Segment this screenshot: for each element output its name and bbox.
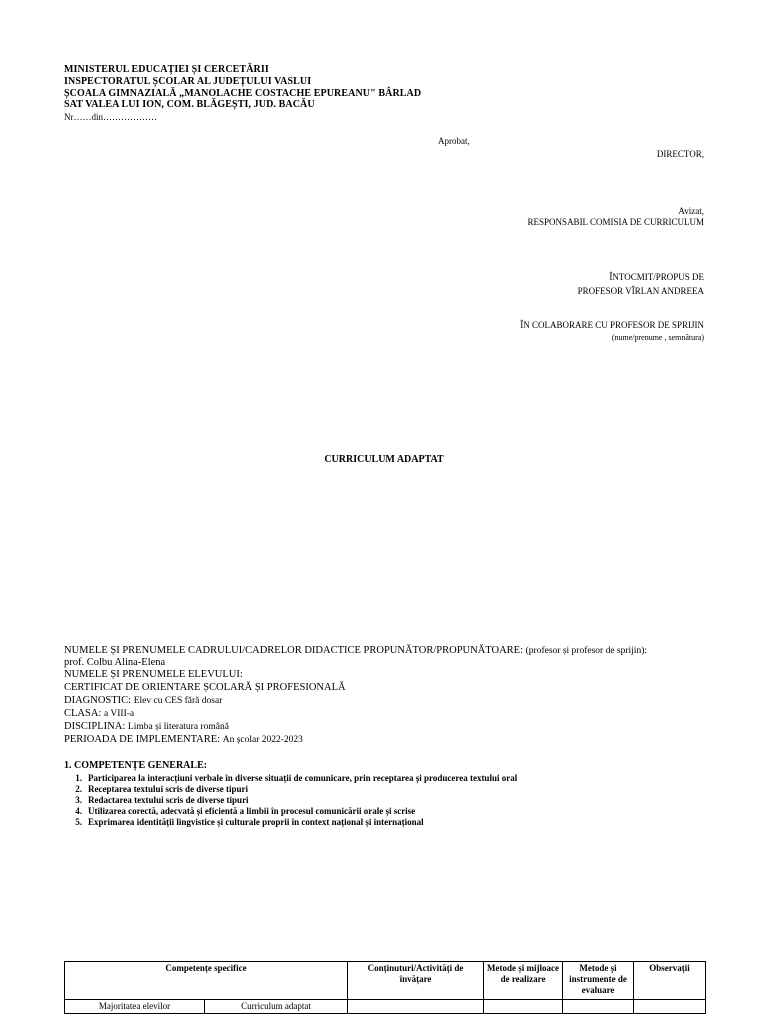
drafted-by-label: ÎNTOCMIT/PROPUS DE bbox=[609, 272, 704, 282]
period-value: An școlar 2022-2023 bbox=[222, 735, 303, 745]
competence-item: 4. Utilizarea corectă, adecvată și eficientă a limbii în procesul comunicării orale și scrise bbox=[75, 806, 416, 816]
diagnostic-value: Elev cu CES fără dosar bbox=[133, 696, 223, 706]
class-line bbox=[64, 708, 134, 720]
endorsed-label: Avizat, bbox=[678, 206, 704, 216]
certificate-label: CERTIFICAT DE ORIENTARE ȘCOLARĂ ȘI PROFESIONALĂ bbox=[64, 682, 346, 693]
director-label: DIRECTOR, bbox=[656, 149, 704, 159]
teachers-note: (profesor și profesor de sprijin): bbox=[525, 646, 647, 656]
subheader-adapted: Curriculum adaptat bbox=[205, 1000, 348, 1014]
subject-label: DISCIPLINA: bbox=[64, 721, 126, 732]
address-line: SAT VALEA LUI ION, COM. BLĂGEȘTI, JUD. BACĂU bbox=[64, 99, 315, 110]
empty-cell bbox=[484, 1000, 563, 1014]
header-methods-realization: Metode și mijloace de realizare bbox=[484, 962, 563, 1000]
signature-note: (nume/prenume , semnătura) bbox=[611, 333, 704, 342]
period-line bbox=[64, 734, 303, 746]
teachers-label: NUMELE ȘI PRENUMELE CADRULUI/CADRELOR DIDACTICE PROPUNĂTOR/PROPUNĂTOARE: bbox=[64, 645, 524, 656]
inspectorate-line: INSPECTORATUL ȘCOLAR AL JUDEȚULUI VASLUI bbox=[64, 76, 312, 87]
teachers-value: prof. Colbu Alina-Elena bbox=[64, 657, 166, 668]
empty-cell bbox=[634, 1000, 706, 1014]
school-line: ȘCOALA GIMNAZIALĂ „MANOLACHE COSTACHE EPUREANU" BÂRLAD bbox=[64, 88, 422, 99]
document-title: CURRICULUM ADAPTAT bbox=[324, 454, 444, 465]
class-label: CLASA: bbox=[64, 708, 102, 719]
header-specific-competences: Competențe specifice bbox=[65, 962, 348, 1000]
competences-list bbox=[54, 773, 517, 828]
subject-line bbox=[64, 721, 229, 733]
ministry-line: MINISTERUL EDUCAȚIEI ȘI CERCETĂRII bbox=[64, 64, 269, 75]
diagnostic-line bbox=[64, 695, 222, 707]
subject-value: Limba și literatura română bbox=[127, 722, 229, 732]
competence-item: 2. Receptarea textului scris de diverse tipuri bbox=[75, 784, 249, 794]
header-methods-evaluation: Metode și instrumente de evaluare bbox=[563, 962, 634, 1000]
diagnostic-label: DIAGNOSTIC: bbox=[64, 695, 132, 706]
specific-competences-table bbox=[64, 961, 706, 1014]
competence-item: 3. Redactarea textului scris de diverse tipuri bbox=[75, 795, 249, 805]
period-label: PERIOADA DE IMPLEMENTARE: bbox=[64, 734, 221, 745]
subheader-majority: Majoritatea elevilor bbox=[65, 1000, 205, 1014]
empty-cell bbox=[563, 1000, 634, 1014]
curriculum-commission-label: RESPONSABIL COMISIA DE CURRICULUM bbox=[527, 217, 704, 227]
competence-item: 5. Exprimarea identității lingvistice și culturale proprii în context național și internațional bbox=[75, 817, 424, 827]
teacher-name: PROFESOR VÎRLAN ANDREEA bbox=[577, 286, 704, 296]
class-value: a VIII-a bbox=[103, 709, 135, 719]
student-label: NUMELE ȘI PRENUMELE ELEVULUI: bbox=[64, 669, 243, 680]
empty-cell bbox=[348, 1000, 484, 1014]
collaboration-label: ÎN COLABORARE CU PROFESOR DE SPRIJIN bbox=[520, 320, 704, 330]
teachers-label-line bbox=[64, 645, 647, 657]
approved-label: Aprobat, bbox=[438, 136, 470, 146]
registration-number: Nr……din……………… bbox=[64, 112, 157, 122]
header-observations: Observații bbox=[634, 962, 706, 1000]
competences-heading: 1. COMPETENȚE GENERALE: bbox=[64, 760, 208, 771]
table-header-row bbox=[65, 962, 706, 1000]
header-contents: Conținuturi/Activități de învățare bbox=[348, 962, 484, 1000]
table-subheader-row bbox=[65, 1000, 706, 1014]
competence-item: 1. Participarea la interacțiuni verbale în diverse situații de comunicare, prin receptarea și producerea textului oral bbox=[75, 773, 518, 783]
